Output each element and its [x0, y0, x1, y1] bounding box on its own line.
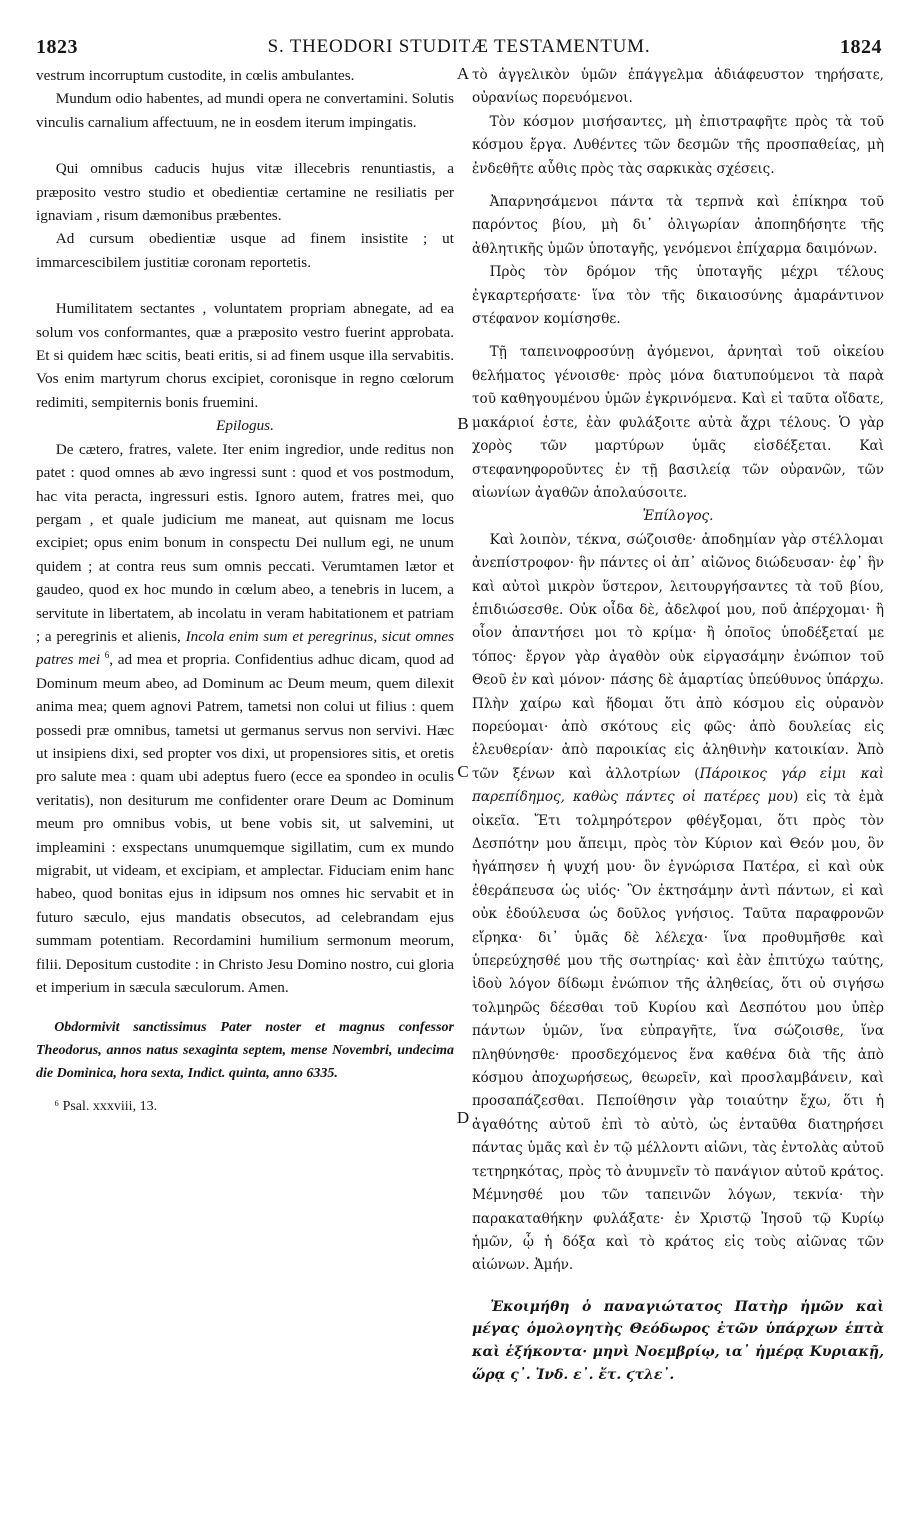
- greek-paragraph-5: Τῇ ταπεινοφροσύνῃ ἀγόμενοι, ἀρνηταὶ τοῦ οἰκείου θελήματος γένοισθε· πρὸς μόνα διατυπούμενοι τὰ παρὰ τοῦ καθηγουμένου ὑμῶν ἐγκρινόμενα. Καὶ εἰ ταῦτα οἴδατε, μακάριοί ἐστε, ἐὰν φυλάξοιτε αὐτὰ ἄχρι τέλους. Ὁ γὰρ χορὸς τῶν μαρτύρων ὑμᾶς εἰσδέξεται. Καὶ στεφανηφοροῦντες ἐν τῇ βασιλείᾳ τῶν οὐρανῶν, τῶν αἰωνίων ἀγαθῶν ἀπολαύσοιτε.: [472, 344, 884, 501]
- footnote-reference: 6: [104, 650, 110, 661]
- greek-p6-part-a: Καὶ λοιπὸν, τέκνα, σώζοισθε· ἀποδημίαν γὰρ στέλλομαι ἀνεπίστροφον· ἣν πάντες οἱ ἀπ᾽ αἰῶνος διώδευσαν· ἐφ᾽ ἣν καὶ αὐτοὶ μικρὸν ὕστερον, λειτουργήσαντες τὰ τοῦ βίου, ἐπιδιώσεσθε. Οὐκ οἶδα δὲ, ἀδελφοί μου, ποῦ ἀπέρχομαι· ἢ οἷον ἀπαντήσει μοι τὸ κρίμα· ἢ ὁποῖος ὑποδέξεταί με τόπος· ἔργον γὰρ ἀγαθὸν οὐκ εἰργασάμην ἐνώπιον τοῦ Θεοῦ ἐν καὶ μόνον· πάσης δὲ ἁμαρτίας ὑπεύθυνος ὑπάρχω. Πλὴν χαίρω καὶ ἥδομαι ὅτι ἀπὸ κόσμου εἰς οὐρανὸν πορεύομαι· ἀπὸ σκότους εἰς φῶς· ἀπὸ δουλείας εἰς ἐλευθερίαν· ἀπὸ παροικίας εἰς ἀληθινὴν κατοικίαν. Ἀπὸ τῶν ξένων καὶ ἀλλοτρίων (: [472, 531, 884, 782]
- latin-colophon: Obdormivit sanctissimus Pater noster et magnus confessor Theodorus, annos natus sexaginta septem, mense Novembri, undecima die Dominica, hora sexta, Indict. quinta, anno 6335.: [36, 1020, 454, 1081]
- latin-p6-part-b: , ad mea et propria. Confidentius adhuc dicam, quod ad Dominum meum abeo, ad Dominum ac Deum meum, quem dilexit anima mea; quem agnovi Patrem, tametsi non colui ut filius : quem possedi præ omnibus, tametsi ut germanus servus non servivi. Hæc ut insipiens dixi, sed propter vos dixi, ut propensiores sitis, et oretis pro salute mea : quam ubi adeptus fuero (ecce ea spondeo in oculis veritatis), non desiturum me confidenter orare Deum ac Dominum meum pro omnibus vobis, ut bene vobis sit, ut salvemini, ut impleamini : exspectans unumquemque sigillatim, cum ex mundo migrabit, ut videam, et excipiam, et amplectar. Fiduciam enim hanc habeo, quod bonitas ejus in idipsum nos omnes hic servabit et in futuro sæculo, ejus mandatis obsecutos, ad celebrandam ejus summam potentiam. Recordamini humilium sermonum meorum, filii. Depositum custodite : in Christo Jesu Domino nostro, cui gloria et imperium in sæcula sæculorum. Amen.: [36, 651, 455, 997]
- page-number-left: 1823: [36, 36, 78, 58]
- greek-paragraph-3: Ἀπαρνησάμενοι πάντα τὰ τερπνὰ καὶ ἐπίκηρα τοῦ παρόντος βίου, μὴ δι᾽ ὀλιγωρίαν ἀποπηδήσητε τῆς ἀθλητικῆς ὑμῶν ὑποταγῆς, γενόμενοι ἐπίχαρμα δαιμόνων.: [472, 194, 884, 257]
- latin-paragraph-6: [36, 438, 454, 1000]
- footnote: ⁶ Psal. xxxviii, 13.: [54, 1099, 158, 1115]
- greek-column: [472, 64, 884, 1386]
- latin-scripture-quote: Incola enim sum et peregrinus, sicut omnes patres mei: [36, 627, 454, 669]
- latin-epilogus-heading: Epilogus.: [216, 417, 274, 435]
- greek-epilogus-heading: Ἐπίλογος.: [642, 508, 714, 525]
- margin-marker-d: D: [456, 1108, 470, 1127]
- greek-p6-part-b: ) εἰς τὰ ἐμὰ οἰκεῖα. Ἔτι τολμηρότερον φθέγξομαι, ὅτι πρὸς τὸν Δεσπότην μου ἄπειμι, πρὸς τὸν Κύριον καὶ Θεόν μου, ὃν ἠγάπησεν ἡ ψυχή μου· ὃν ἐγνώρισα Πατέρα, εἰ καὶ οὐκ ἐθεράπευσα ὡς υἱός· Ὃν ἐκτησάμην ἀντὶ πάντων, εἰ καὶ οὐκ ἐδούλευσα ὡς δοῦλος γνήσιος. Ταῦτα παραφρονῶν εἴρηκα· δι᾽ ὑμᾶς δὲ λέλεχα· ἵνα προθυμῆσθε καὶ ὑπερεύχησθέ μου τῆς σωτηρίας· καὶ ἐὰν ἐπιτύχω ταύτης, ἰδοὺ λόγον δίδωμι ἐνώπιον τῆς ἀληθείας, ὅτι οὐ σιγήσω τολμηρῶς δέεσθαι τοῦ Κυρίου καὶ Δεσπότου μου ὑπὲρ πάντων ὑμῶν, ἵνα εὐπραγῆτε, ἵνα σώζοισθε, ἵνα πληθύνησθε· προσδεχόμενος ἕνα καθένα διὰ τῆς ἀπὸ κόσμου ἀποχωρήσεως, θεωρεῖν, καὶ προσλαμβάνειν, καὶ προσαπάζεσθαι. Πεποίθησιν γὰρ τοιαύτην ἔχω, ὅτι ἡ ἀγαθότης αὐτοῦ ἐπὶ τὸ αὐτὸ, ὡς ἐνταῦθα διατηρήσει πάντας ὑμᾶς καὶ ἐν τῷ μέλλοντι αἰῶνι, τὰς ἐντολὰς αὐτοῦ τετηρηκότας, πρὸς τὸ ἀνυμνεῖν τὸ πανάγιον αὐτοῦ κράτος. Μέμνησθέ μου τῶν ταπεινῶν λόγων, τεκνία· τὴν παρακαταθήκην φυλάξατε· ἐν Χριστῷ Ἰησοῦ τῷ Κυρίῳ ἡμῶν, ᾧ ἡ δόξα καὶ τὸ κράτος εἰς τοὺς αἰῶνας τῶν αἰώνων. Ἀμήν.: [472, 789, 884, 1274]
- latin-paragraph-1: vestrum incorruptum custodite, in cœlis ambulantes.: [36, 67, 355, 84]
- latin-paragraph-3: Qui omnibus caducis hujus vitæ illecebris renuntiastis, a præposito vestro studio et obedientiæ certamine ne resiliatis per ignaviam , risum dæmonibus præbentes.: [36, 160, 454, 225]
- latin-paragraph-4: Ad cursum obedientiæ usque ad finem insistite ; ut immarcescibilem justitiæ coronam reportetis.: [36, 230, 454, 271]
- margin-marker-c: C: [457, 762, 469, 781]
- greek-paragraph-2: Τὸν κόσμον μισήσαντες, μὴ ἐπιστραφῆτε πρὸς τὰ τοῦ κόσμου ἔργα. Λυθέντες τῶν δεσμῶν τῆς προσπαθείας, μὴ ἐνδεθῆτε αὖθις πρὸς τὰς σαρκικὰς σχέσεις.: [472, 113, 884, 177]
- greek-paragraph-1: τὸ ἀγγελικὸν ὑμῶν ἐπάγγελμα ἀδιάφευστον τηρήσατε, οὐρανίως πορευόμενοι.: [472, 67, 884, 107]
- greek-paragraph-6: [472, 529, 884, 1278]
- greek-scripture-quote: Πάροικος γάρ εἰμι καὶ παρεπίδημος, καθὼς πάντες οἱ πατέρες μου: [472, 765, 884, 806]
- latin-paragraph-2: Mundum odio habentes, ad mundi opera ne convertamini. Solutis vinculis carnalium affectuum, ne in eosdem iterum impingatis.: [36, 90, 454, 131]
- running-header: [36, 36, 882, 64]
- greek-colophon: Ἐκοιμήθη ὁ παναγιώτατος Πατὴρ ἡμῶν καὶ μέγας ὁμολογητὴς Θεόδωρος ἐτῶν ὑπάρχων ἑπτὰ καὶ ἑξήκοντα· μηνὶ Νοεμβρίῳ, ια᾽ ἡμέρᾳ Κυριακῇ, ὥρᾳ ς᾽. Ἰνδ. ε᾽. ἔτ. ϛτλε᾽.: [472, 1298, 884, 1383]
- latin-p6-part-a: De cætero, fratres, valete. Iter enim ingredior, unde reditus non patet : quod omnes ab ævo ingressi sunt : quod et vos postmodum, hac vita peracta, ingressuri estis. Ignoro autem, fratres mei, quo pergam , et quale judicium me maneat, aut quisnam me locus excipiet; opus enim bonum in conspectu Dei nullum egi, ne unum quidem ; at contra reus sum omnis peccati. Verumtamen lætor et gaudeo, quod ex hoc mundo in cœlum abeo, a tenebris in lucem, a servitute in libertatem, ab incolatu in veram habitationem et patriam ; a peregrinis et alienis,: [36, 440, 454, 645]
- margin-marker-b: B: [457, 414, 469, 433]
- page-number-right: 1824: [840, 36, 882, 58]
- greek-paragraph-4: Πρὸς τὸν δρόμον τῆς ὑποταγῆς μέχρι τέλους ἐγκαρτερήσατε· ἵνα τὸν τῆς δικαιοσύνης ἀμαράντινον στέφανον κομίσησθε.: [472, 264, 884, 328]
- latin-column: [36, 64, 454, 1119]
- margin-marker-a: A: [456, 64, 470, 83]
- page-title: S. THEODORI STUDITÆ TESTAMENTUM.: [267, 36, 651, 57]
- latin-paragraph-5: Humilitatem sectantes , voluntatem propriam abnegate, ad ea solum vos conformantes, quæ a præposito vestro fuerint approbata. Et si quidem hæc scitis, beati eritis, si ad finem usque illa servabitis. Vos enim martyrum chorus excipiet, coronisque in regno cœlorum redimiti, sempiternis bonis fruemini.: [36, 300, 454, 411]
